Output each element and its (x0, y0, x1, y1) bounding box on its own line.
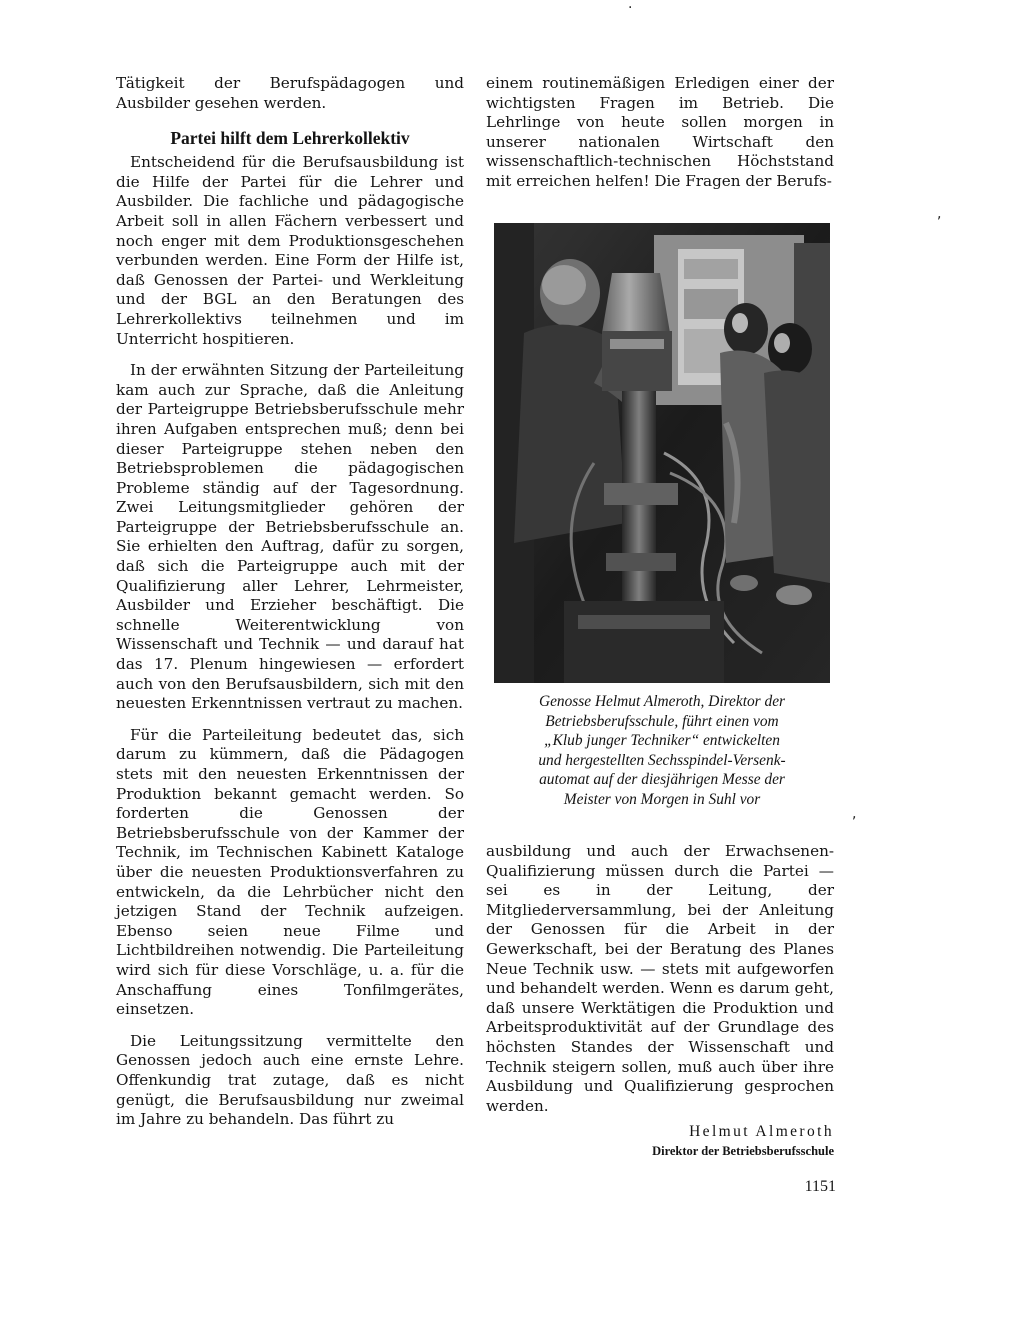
caption-line: Meister von Morgen in Suhl vor (563, 790, 761, 808)
print-speck: , (852, 806, 857, 822)
caption-line: Betriebsberufsschule, führt einen vom (545, 712, 779, 730)
page-number: 1151 (804, 1178, 836, 1195)
print-speck: , (937, 206, 942, 222)
caption-line: automat auf der diesjährigen Messe der (539, 771, 785, 789)
right-column-top (486, 74, 834, 192)
right-column-bottom (486, 842, 834, 1116)
intro-paragraph: Tätigkeit der Berufspädagogen und Ausbilder gesehen werden. (116, 74, 464, 112)
body-paragraph: In der erwähnten Sitzung der Parteileitung kam auch zur Sprache, daß die Anleitung der Parteigruppe Betriebsberufsschule mehr ihren Aufgaben entsprechen muß; denn bei dieser Parteigruppe stehen neben den Betriebsproblemen die pädagogischen Probleme ständig auf der Tagesordnung. Zwei Leitungsmitglieder gehören der Parteigruppe der Betriebsberufsschule an. Sie erhielten den Auftrag, dafür zu sorgen, daß sich die Parteigruppe auch mit der Qualifizierung aller Lehrer, Lehrmeister, Ausbilder und Erzieher beschäftigt. Die schnelle Weiterentwicklung von Wissenschaft und Technik — und darauf hat das 17. Plenum hingewiesen — erfordert auch von den Berufsausbildern, sich mit den neuesten Erkenntnissen vertraut zu machen. (116, 361, 464, 713)
caption-line: „Klub junger Techniker“ entwickelten (544, 732, 780, 750)
continued-paragraph: ausbildung und auch der Erwachsenen-Qualifizierung müssen durch die Partei — sei es in der Leitung, der Mitgliederversammlung, bei der Anleitung der Genossen für die Arbeit in der Gewerkschaft, bei der Beratung des Planes Neue Technik usw. — stets mit aufgeworfen und behandelt werden. Wenn es darum geht, daß unsere Werktätigen die Produktion und Arbeitsproduktivität auf der Grundlage des höchsten Standes der Wissenschaft und Technik steigern sollen, muß auch über ihre Ausbildung und Qualifizierung gesprochen werden. (486, 842, 834, 1115)
left-column (116, 74, 464, 1130)
body-paragraph: Entscheidend für die Berufsausbildung ist die Hilfe der Partei für die Lehrer und Ausbilder. Die fachliche und pädagogische Arbeit soll in allen Fächern verbessert und noch enger mit dem Produktionsgeschehen verbunden werden. Eine Form der Hilfe ist, daß Genossen der Partei- und Werkleitung und der BGL an den Beratungen des Lehrerkollektivs teilnehmen und im Unterricht hospitieren. (116, 153, 464, 348)
body-paragraph: Für die Parteileitung bedeutet das, sich darum zu kümmern, daß die Pädagogen stets mit den neuesten Erkenntnissen der Produktion bekannt gemacht werden. So forderten die Genossen der Betriebsberufsschule von der Kammer der Technik, im Technischen Kabinett Kataloge über die neuesten Produktionsverfahren zu entwickeln, da die Lehrbücher nicht den jetzigen Stand der Technik aufzeigen. Ebenso seien neue Filme und Lichtbildreihen notwendig. Die Parteileitung wird sich für diese Vorschläge, u. a. für die Anschaffung eines Tonfilmgerätes, einsetzen. (116, 725, 464, 1019)
print-speck: · (628, 0, 633, 16)
photo-caption (486, 692, 838, 810)
caption-line: und hergestellten Sechsspindel-Versenk- (538, 751, 786, 769)
body-paragraph: Die Leitungssitzung vermittelte den Genossen jedoch auch eine ernste Lehre. Offenkundig trat zutage, daß es nicht genügt, die Berufsausbildung nur zweimal im Jahre zu behandeln. Das führt zu (116, 1031, 464, 1129)
caption-line: Genosse Helmut Almeroth, Direktor der (538, 693, 786, 710)
workshop-photo (494, 223, 830, 683)
author-title: Direktor der Betriebsberufsschule (652, 1144, 834, 1158)
author-signature (560, 1122, 834, 1160)
section-heading: Partei hilft dem Lehrerkollektiv (170, 128, 410, 149)
author-name: Helmut Almeroth (689, 1123, 834, 1140)
continued-paragraph: einem routinemäßigen Erledigen einer der wichtigsten Fragen im Betrieb. Die Lehrlinge von heute sollen morgen in unserer nationalen Wirtschaft den wissenschaftlich-technischen Höchststand mit erreichen helfen! Die Fragen der Berufs- (486, 74, 834, 190)
